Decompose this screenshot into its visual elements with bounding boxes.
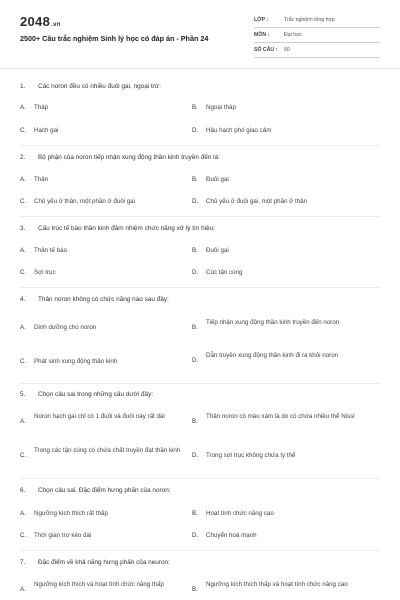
question-text <box>20 154 220 161</box>
meta-key: SỐ CÂU : <box>254 47 278 53</box>
option-letter: D. <box>192 532 199 539</box>
meta-key: LỚP : <box>254 17 269 23</box>
option-text: Noron hạch gai chỉ có 1 đuôi và đuôi này rất dài <box>34 413 165 420</box>
question-body: Đặc điểm về khả năng hưng phấn của neuron: <box>38 559 170 566</box>
meta-value: Trắc nghiệm tổng hợp <box>284 17 335 23</box>
option-text: Chủ yếu ở thân, một phần ở đuôi gai <box>34 198 135 205</box>
option-letter: C. <box>20 532 27 539</box>
option-text: Sợi trục <box>34 269 56 276</box>
option-letter: C. <box>20 269 27 276</box>
question-body: Cấu trúc tế bào thần kinh đảm nhiệm chức năng xử lý tín hiệu: <box>38 225 215 232</box>
question-separator <box>20 383 380 384</box>
question-body: Chọn câu sai trong những câu dưới đây: <box>38 391 154 398</box>
meta-row-subject <box>254 31 380 43</box>
option-text: Phát sinh xung động thần kinh <box>34 358 118 365</box>
logo-tld: .vn <box>51 22 61 28</box>
option-text: Hoạt tính chức năng cao <box>206 510 274 517</box>
question-text <box>20 296 169 303</box>
site-logo[interactable] <box>20 14 61 29</box>
question-separator <box>20 287 380 288</box>
logo-text: 2048 <box>20 14 51 29</box>
question-separator <box>20 145 380 146</box>
option-letter: A. <box>20 176 26 183</box>
question-body: Bộ phận của noron tiếp nhận xung động thần kinh truyền đến là: <box>38 154 220 161</box>
option-text: Dẫn truyền xung động thần kinh đi ra khỏi noron <box>206 352 339 359</box>
option-text: Đuôi gai <box>206 176 229 183</box>
question-number: 3. <box>20 225 26 232</box>
option-letter: C. <box>20 358 27 365</box>
question-separator <box>20 216 380 217</box>
question-body: Các noron đều có nhiều đuôi gai, ngoại trừ: <box>38 83 161 90</box>
option-text: Tiếp nhận xung động thần kinh truyền đến noron <box>206 319 340 326</box>
option-letter: A. <box>20 586 26 593</box>
option-letter: A. <box>20 510 26 517</box>
question-separator <box>20 478 380 479</box>
option-letter: B. <box>192 418 198 425</box>
option-letter: B. <box>192 247 198 254</box>
option-letter: B. <box>192 586 198 593</box>
option-text: Chủ yếu ở đuôi gai, một phần ở thân <box>206 198 307 205</box>
question-body: Thân noron không có chức năng nào sau đây: <box>38 296 169 303</box>
option-letter: C. <box>20 127 27 134</box>
option-text: Ngoại tháp <box>206 104 236 111</box>
meta-row-class <box>254 16 380 28</box>
option-text: Thân noron có màu xám là do có chứa nhiều thể Nissl <box>206 413 355 420</box>
question-text <box>20 391 153 398</box>
document-title: 2500+ Câu trắc nghiệm Sinh lý học có đáp án - Phần 24 <box>20 34 209 43</box>
document-header <box>0 0 400 66</box>
option-letter: D. <box>192 269 199 276</box>
option-letter: A. <box>20 247 26 254</box>
option-text: Đuôi gai <box>206 247 229 254</box>
header-divider <box>0 68 400 69</box>
option-letter: B. <box>192 324 198 331</box>
option-text: Ngưỡng kích thích và hoạt tính chức năng thấp <box>34 581 164 588</box>
question-text <box>20 83 161 90</box>
option-letter: A. <box>20 324 26 331</box>
meta-row-count <box>254 46 380 58</box>
question-number: 1. <box>20 83 26 90</box>
option-text: Trong sợi trục không chứa ty thể <box>206 452 296 459</box>
option-text: Cúc tận cùng <box>206 269 243 276</box>
option-letter: D. <box>192 198 199 205</box>
option-letter: D. <box>192 357 199 364</box>
option-letter: B. <box>192 510 198 517</box>
option-letter: B. <box>192 176 198 183</box>
option-letter: D. <box>192 452 199 459</box>
option-text: Thời gian trơ kéo dài <box>34 532 92 539</box>
option-text: Hậu hạch phó giao cảm <box>206 127 272 134</box>
question-number: 5. <box>20 391 26 398</box>
option-letter: C. <box>20 198 27 205</box>
question-text <box>20 559 170 566</box>
meta-key: MÔN : <box>254 32 270 38</box>
option-letter: A. <box>20 418 26 425</box>
option-text: Thân tế bào <box>34 247 68 254</box>
option-text: Thân <box>34 176 49 183</box>
question-text <box>20 225 215 232</box>
option-text: Hạch gai <box>34 127 59 134</box>
question-body: Chọn câu sai. Đặc điểm hưng phấn của noron: <box>38 487 171 494</box>
option-letter: B. <box>192 104 198 111</box>
meta-value: 50 <box>284 47 290 53</box>
meta-value: Đại học <box>284 32 302 38</box>
question-number: 6. <box>20 487 26 494</box>
option-text: Dinh dưỡng cho noron <box>34 324 97 331</box>
option-letter: A. <box>20 104 26 111</box>
option-text: Chuyển hoá mạnh <box>206 532 257 539</box>
option-text: Ngưỡng kích thích rất thấp <box>34 510 108 517</box>
option-text: Ngưỡng kích thích thấp và hoạt tính chức năng cao <box>206 581 348 588</box>
option-letter: D. <box>192 127 199 134</box>
option-text: Trong các tận cùng có chứa chất truyền đạt thần kinh <box>34 447 181 454</box>
question-separator <box>20 550 380 551</box>
question-text <box>20 487 171 494</box>
option-letter: C. <box>20 452 27 459</box>
question-number: 7. <box>20 559 26 566</box>
option-text: Tháp <box>34 104 49 111</box>
question-number: 4. <box>20 296 26 303</box>
question-number: 2. <box>20 154 26 161</box>
